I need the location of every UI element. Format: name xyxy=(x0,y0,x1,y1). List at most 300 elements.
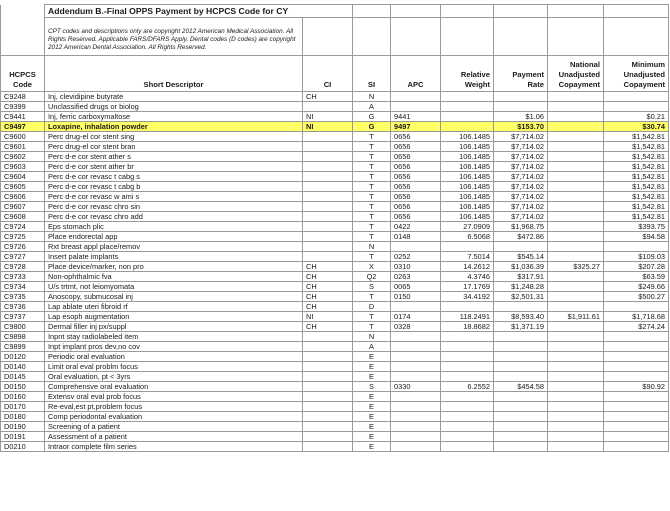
cell-short-descriptor[interactable]: Re-eval,est pt,problem focus xyxy=(45,402,303,412)
cell-payment-rate[interactable]: $1.06 xyxy=(494,112,548,122)
cell-apc[interactable]: 0252 xyxy=(391,252,441,262)
cell-hcpcs-code[interactable]: C9727 xyxy=(1,252,45,262)
cell-si[interactable]: G xyxy=(353,122,391,132)
cell-minimum-copayment[interactable]: $63.59 xyxy=(604,272,669,282)
cell-payment-rate[interactable]: $7,714.02 xyxy=(494,212,548,222)
cell-minimum-copayment[interactable]: $1,542.81 xyxy=(604,182,669,192)
cell-si[interactable]: S xyxy=(353,282,391,292)
cell-hcpcs-code[interactable]: C9898 xyxy=(1,332,45,342)
cell-short-descriptor[interactable]: Lap esoph augmentation xyxy=(45,312,303,322)
cell-ci[interactable] xyxy=(303,232,353,242)
cell-short-descriptor[interactable]: Anoscopy, submucosal inj xyxy=(45,292,303,302)
cell-national-copayment[interactable] xyxy=(548,212,604,222)
cell-hcpcs-code[interactable]: C9608 xyxy=(1,212,45,222)
cell-relative-weight[interactable] xyxy=(441,342,494,352)
cell-national-copayment[interactable] xyxy=(548,112,604,122)
cell-ci[interactable] xyxy=(303,372,353,382)
cell-si[interactable]: E xyxy=(353,442,391,452)
cell-payment-rate[interactable] xyxy=(494,242,548,252)
cell-hcpcs-code[interactable]: D0191 xyxy=(1,432,45,442)
cell-hcpcs-code[interactable]: C9248 xyxy=(1,92,45,102)
cell-apc[interactable]: 0422 xyxy=(391,222,441,232)
cell-ci[interactable] xyxy=(303,402,353,412)
cell-ci[interactable] xyxy=(303,182,353,192)
cell-apc[interactable] xyxy=(391,242,441,252)
cell-apc[interactable]: 0150 xyxy=(391,292,441,302)
empty-cell[interactable] xyxy=(604,18,669,56)
cell-ci[interactable] xyxy=(303,412,353,422)
empty-cell[interactable] xyxy=(548,5,604,18)
cell-short-descriptor[interactable]: Assessment of a patient xyxy=(45,432,303,442)
cell-short-descriptor[interactable]: Inj, clevidipine butyrate xyxy=(45,92,303,102)
cell-national-copayment[interactable] xyxy=(548,172,604,182)
cell-payment-rate[interactable] xyxy=(494,432,548,442)
cell-payment-rate[interactable]: $1,248.28 xyxy=(494,282,548,292)
cell-relative-weight[interactable] xyxy=(441,422,494,432)
cell-hcpcs-code[interactable]: D0190 xyxy=(1,422,45,432)
cell-short-descriptor[interactable]: Intraor complete film series xyxy=(45,442,303,452)
cell-si[interactable]: T xyxy=(353,252,391,262)
cell-payment-rate[interactable]: $7,714.02 xyxy=(494,162,548,172)
cell-minimum-copayment[interactable] xyxy=(604,362,669,372)
cell-hcpcs-code[interactable]: D0210 xyxy=(1,442,45,452)
cell-payment-rate[interactable] xyxy=(494,402,548,412)
cell-minimum-copayment[interactable]: $1,542.81 xyxy=(604,162,669,172)
empty-cell[interactable] xyxy=(494,18,548,56)
cell-minimum-copayment[interactable] xyxy=(604,442,669,452)
cell-si[interactable]: T xyxy=(353,292,391,302)
cell-ci[interactable] xyxy=(303,102,353,112)
cell-national-copayment[interactable]: $325.27 xyxy=(548,262,604,272)
cell-short-descriptor[interactable]: Perc d-e cor revasc w ami s xyxy=(45,192,303,202)
cell-relative-weight[interactable]: 27.0909 xyxy=(441,222,494,232)
cell-national-copayment[interactable] xyxy=(548,292,604,302)
cell-national-copayment[interactable] xyxy=(548,222,604,232)
cell-apc[interactable]: 0310 xyxy=(391,262,441,272)
cell-relative-weight[interactable] xyxy=(441,392,494,402)
cell-payment-rate[interactable] xyxy=(494,372,548,382)
cell-hcpcs-code[interactable]: C9899 xyxy=(1,342,45,352)
cell-si[interactable]: E xyxy=(353,372,391,382)
copyright-notice[interactable]: CPT codes and descriptions only are copyright 2012 American Medical Association. All Rights Reserved. Applicable FARS/DFARS Apply. Dental codes (D codes) are copyright 2012 American Dental Association. All Rights Reserved. xyxy=(45,18,303,56)
cell-minimum-copayment[interactable] xyxy=(604,432,669,442)
cell-relative-weight[interactable]: 17.1769 xyxy=(441,282,494,292)
cell-apc[interactable]: 0148 xyxy=(391,232,441,242)
header-payment-rate[interactable]: Payment Rate xyxy=(494,56,548,92)
cell-si[interactable]: E xyxy=(353,422,391,432)
cell-minimum-copayment[interactable]: $249.66 xyxy=(604,282,669,292)
empty-cell[interactable] xyxy=(353,18,391,56)
cell-national-copayment[interactable] xyxy=(548,342,604,352)
cell-apc[interactable] xyxy=(391,402,441,412)
cell-apc[interactable]: 0656 xyxy=(391,192,441,202)
cell-minimum-copayment[interactable]: $1,718.68 xyxy=(604,312,669,322)
cell-apc[interactable]: 0656 xyxy=(391,182,441,192)
cell-relative-weight[interactable]: 106.1485 xyxy=(441,142,494,152)
cell-minimum-copayment[interactable]: $1,542.81 xyxy=(604,132,669,142)
cell-ci[interactable]: CH xyxy=(303,322,353,332)
cell-short-descriptor[interactable]: Lap ablate uteri fibroid rf xyxy=(45,302,303,312)
cell-payment-rate[interactable] xyxy=(494,362,548,372)
cell-short-descriptor[interactable]: Periodic oral evaluation xyxy=(45,352,303,362)
cell-minimum-copayment[interactable]: $1,542.81 xyxy=(604,142,669,152)
cell-ci[interactable] xyxy=(303,382,353,392)
cell-national-copayment[interactable] xyxy=(548,372,604,382)
cell-payment-rate[interactable]: $8,593.40 xyxy=(494,312,548,322)
cell-minimum-copayment[interactable]: $0.21 xyxy=(604,112,669,122)
cell-ci[interactable] xyxy=(303,442,353,452)
cell-si[interactable]: E xyxy=(353,352,391,362)
cell-ci[interactable] xyxy=(303,192,353,202)
cell-ci[interactable]: NI xyxy=(303,122,353,132)
cell-payment-rate[interactable]: $472.86 xyxy=(494,232,548,242)
cell-national-copayment[interactable] xyxy=(548,232,604,242)
cell-hcpcs-code[interactable]: C9726 xyxy=(1,242,45,252)
empty-cell[interactable] xyxy=(441,5,494,18)
cell-national-copayment[interactable] xyxy=(548,302,604,312)
cell-relative-weight[interactable]: 6.5068 xyxy=(441,232,494,242)
empty-cell[interactable] xyxy=(604,5,669,18)
cell-relative-weight[interactable]: 34.4192 xyxy=(441,292,494,302)
cell-minimum-copayment[interactable]: $500.27 xyxy=(604,292,669,302)
cell-relative-weight[interactable] xyxy=(441,332,494,342)
cell-minimum-copayment[interactable] xyxy=(604,92,669,102)
cell-apc[interactable]: 0656 xyxy=(391,142,441,152)
cell-national-copayment[interactable] xyxy=(548,332,604,342)
cell-short-descriptor[interactable]: U/s trtmt, not leiomyomata xyxy=(45,282,303,292)
empty-cell[interactable] xyxy=(494,5,548,18)
corner-cell[interactable] xyxy=(1,18,45,56)
cell-apc[interactable] xyxy=(391,342,441,352)
cell-hcpcs-code[interactable]: D0170 xyxy=(1,402,45,412)
cell-relative-weight[interactable] xyxy=(441,302,494,312)
cell-apc[interactable]: 0656 xyxy=(391,202,441,212)
cell-si[interactable]: T xyxy=(353,212,391,222)
cell-national-copayment[interactable]: $1,911.61 xyxy=(548,312,604,322)
cell-si[interactable]: E xyxy=(353,402,391,412)
cell-si[interactable]: T xyxy=(353,142,391,152)
cell-ci[interactable] xyxy=(303,132,353,142)
cell-payment-rate[interactable] xyxy=(494,342,548,352)
cell-national-copayment[interactable] xyxy=(548,142,604,152)
cell-hcpcs-code[interactable]: C9737 xyxy=(1,312,45,322)
empty-cell[interactable] xyxy=(303,18,353,56)
cell-minimum-copayment[interactable] xyxy=(604,342,669,352)
cell-si[interactable]: N xyxy=(353,92,391,102)
corner-cell[interactable] xyxy=(1,5,45,18)
cell-national-copayment[interactable] xyxy=(548,392,604,402)
cell-short-descriptor[interactable]: Dermal filler inj px/suppl xyxy=(45,322,303,332)
cell-hcpcs-code[interactable]: C9399 xyxy=(1,102,45,112)
cell-minimum-copayment[interactable]: $274.24 xyxy=(604,322,669,332)
cell-short-descriptor[interactable]: Oral evaluation, pt < 3yrs xyxy=(45,372,303,382)
cell-relative-weight[interactable] xyxy=(441,242,494,252)
cell-short-descriptor[interactable]: Perc d-e cor stent ather s xyxy=(45,152,303,162)
cell-ci[interactable] xyxy=(303,152,353,162)
empty-cell[interactable] xyxy=(391,5,441,18)
cell-apc[interactable] xyxy=(391,332,441,342)
cell-relative-weight[interactable] xyxy=(441,112,494,122)
cell-national-copayment[interactable] xyxy=(548,152,604,162)
cell-short-descriptor[interactable]: Insert palate implants xyxy=(45,252,303,262)
cell-national-copayment[interactable] xyxy=(548,122,604,132)
cell-si[interactable]: Q2 xyxy=(353,272,391,282)
empty-cell[interactable] xyxy=(391,18,441,56)
cell-minimum-copayment[interactable] xyxy=(604,332,669,342)
cell-national-copayment[interactable] xyxy=(548,322,604,332)
cell-payment-rate[interactable]: $317.91 xyxy=(494,272,548,282)
cell-si[interactable]: N xyxy=(353,242,391,252)
cell-si[interactable]: E xyxy=(353,392,391,402)
cell-relative-weight[interactable]: 118.2491 xyxy=(441,312,494,322)
cell-hcpcs-code[interactable]: C9725 xyxy=(1,232,45,242)
cell-short-descriptor[interactable]: Perc d-e cor revasc t cabg b xyxy=(45,182,303,192)
cell-ci[interactable]: CH xyxy=(303,302,353,312)
cell-ci[interactable] xyxy=(303,242,353,252)
cell-payment-rate[interactable] xyxy=(494,332,548,342)
cell-payment-rate[interactable]: $7,714.02 xyxy=(494,132,548,142)
cell-national-copayment[interactable] xyxy=(548,282,604,292)
cell-minimum-copayment[interactable]: $207.28 xyxy=(604,262,669,272)
cell-hcpcs-code[interactable]: C9607 xyxy=(1,202,45,212)
cell-short-descriptor[interactable]: Perc d-e cor revasc t cabg s xyxy=(45,172,303,182)
cell-national-copayment[interactable] xyxy=(548,442,604,452)
cell-short-descriptor[interactable]: Unclassified drugs or biolog xyxy=(45,102,303,112)
cell-relative-weight[interactable] xyxy=(441,412,494,422)
cell-hcpcs-code[interactable]: C9733 xyxy=(1,272,45,282)
cell-payment-rate[interactable]: $1,371.19 xyxy=(494,322,548,332)
cell-ci[interactable]: NI xyxy=(303,112,353,122)
cell-hcpcs-code[interactable]: C9601 xyxy=(1,142,45,152)
cell-hcpcs-code[interactable]: D0160 xyxy=(1,392,45,402)
cell-si[interactable]: E xyxy=(353,412,391,422)
cell-hcpcs-code[interactable]: C9606 xyxy=(1,192,45,202)
cell-ci[interactable]: CH xyxy=(303,262,353,272)
cell-ci[interactable] xyxy=(303,162,353,172)
cell-relative-weight[interactable] xyxy=(441,122,494,132)
cell-payment-rate[interactable]: $7,714.02 xyxy=(494,182,548,192)
cell-minimum-copayment[interactable]: $90.92 xyxy=(604,382,669,392)
cell-apc[interactable]: 0656 xyxy=(391,152,441,162)
cell-payment-rate[interactable] xyxy=(494,412,548,422)
cell-payment-rate[interactable]: $1,036.39 xyxy=(494,262,548,272)
cell-ci[interactable] xyxy=(303,202,353,212)
cell-national-copayment[interactable] xyxy=(548,352,604,362)
cell-short-descriptor[interactable]: Place endorectal app xyxy=(45,232,303,242)
cell-relative-weight[interactable]: 106.1485 xyxy=(441,202,494,212)
cell-hcpcs-code[interactable]: D0180 xyxy=(1,412,45,422)
cell-short-descriptor[interactable]: Limit oral eval problm focus xyxy=(45,362,303,372)
cell-national-copayment[interactable] xyxy=(548,92,604,102)
cell-minimum-copayment[interactable]: $1,542.81 xyxy=(604,202,669,212)
cell-apc[interactable]: 0174 xyxy=(391,312,441,322)
cell-relative-weight[interactable] xyxy=(441,362,494,372)
cell-national-copayment[interactable] xyxy=(548,252,604,262)
cell-si[interactable]: T xyxy=(353,192,391,202)
cell-relative-weight[interactable]: 106.1485 xyxy=(441,182,494,192)
cell-apc[interactable]: 9441 xyxy=(391,112,441,122)
cell-ci[interactable] xyxy=(303,422,353,432)
cell-payment-rate[interactable]: $454.58 xyxy=(494,382,548,392)
cell-relative-weight[interactable] xyxy=(441,372,494,382)
cell-si[interactable]: A xyxy=(353,342,391,352)
cell-national-copayment[interactable] xyxy=(548,192,604,202)
cell-relative-weight[interactable]: 106.1485 xyxy=(441,132,494,142)
cell-payment-rate[interactable]: $7,714.02 xyxy=(494,192,548,202)
cell-si[interactable]: T xyxy=(353,232,391,242)
cell-short-descriptor[interactable]: Rxt breast appl place/remov xyxy=(45,242,303,252)
cell-relative-weight[interactable] xyxy=(441,442,494,452)
header-short-descriptor[interactable]: Short Descriptor xyxy=(45,56,303,92)
cell-apc[interactable] xyxy=(391,422,441,432)
cell-payment-rate[interactable] xyxy=(494,92,548,102)
cell-relative-weight[interactable] xyxy=(441,352,494,362)
cell-hcpcs-code[interactable]: C9604 xyxy=(1,172,45,182)
cell-national-copayment[interactable] xyxy=(548,272,604,282)
cell-apc[interactable] xyxy=(391,432,441,442)
cell-national-copayment[interactable] xyxy=(548,182,604,192)
cell-short-descriptor[interactable]: Loxapine, inhalation powder xyxy=(45,122,303,132)
cell-hcpcs-code[interactable]: D0140 xyxy=(1,362,45,372)
cell-hcpcs-code[interactable]: D0145 xyxy=(1,372,45,382)
cell-si[interactable]: T xyxy=(353,202,391,212)
cell-hcpcs-code[interactable]: C9602 xyxy=(1,152,45,162)
cell-minimum-copayment[interactable]: $1,542.81 xyxy=(604,152,669,162)
cell-relative-weight[interactable]: 106.1485 xyxy=(441,152,494,162)
cell-hcpcs-code[interactable]: D0150 xyxy=(1,382,45,392)
cell-short-descriptor[interactable]: Non-ophthalmic fva xyxy=(45,272,303,282)
cell-relative-weight[interactable] xyxy=(441,92,494,102)
cell-si[interactable]: X xyxy=(353,262,391,272)
page-title[interactable]: Addendum B.-Final OPPS Payment by HCPCS Code for CY xyxy=(45,5,353,18)
header-national-copayment[interactable]: National Unadjusted Copayment xyxy=(548,56,604,92)
cell-si[interactable]: T xyxy=(353,132,391,142)
cell-short-descriptor[interactable]: Perc d-e cor stent ather br xyxy=(45,162,303,172)
cell-ci[interactable] xyxy=(303,392,353,402)
cell-apc[interactable] xyxy=(391,302,441,312)
empty-cell[interactable] xyxy=(548,18,604,56)
cell-ci[interactable]: CH xyxy=(303,292,353,302)
cell-payment-rate[interactable]: $2,501.31 xyxy=(494,292,548,302)
cell-hcpcs-code[interactable]: C9736 xyxy=(1,302,45,312)
cell-minimum-copayment[interactable]: $30.74 xyxy=(604,122,669,132)
cell-relative-weight[interactable] xyxy=(441,402,494,412)
cell-ci[interactable]: NI xyxy=(303,312,353,322)
cell-payment-rate[interactable] xyxy=(494,392,548,402)
cell-minimum-copayment[interactable] xyxy=(604,372,669,382)
cell-minimum-copayment[interactable]: $393.75 xyxy=(604,222,669,232)
cell-apc[interactable]: 9497 xyxy=(391,122,441,132)
cell-apc[interactable] xyxy=(391,372,441,382)
cell-national-copayment[interactable] xyxy=(548,402,604,412)
cell-minimum-copayment[interactable]: $94.58 xyxy=(604,232,669,242)
cell-relative-weight[interactable]: 106.1485 xyxy=(441,192,494,202)
cell-national-copayment[interactable] xyxy=(548,422,604,432)
cell-si[interactable]: T xyxy=(353,322,391,332)
cell-hcpcs-code[interactable]: C9734 xyxy=(1,282,45,292)
cell-si[interactable]: A xyxy=(353,102,391,112)
empty-cell[interactable] xyxy=(441,18,494,56)
cell-national-copayment[interactable] xyxy=(548,432,604,442)
cell-payment-rate[interactable] xyxy=(494,422,548,432)
cell-ci[interactable]: CH xyxy=(303,92,353,102)
cell-si[interactable]: E xyxy=(353,432,391,442)
cell-apc[interactable]: 0065 xyxy=(391,282,441,292)
cell-short-descriptor[interactable]: Perc drug-el cor stent sing xyxy=(45,132,303,142)
header-si[interactable]: SI xyxy=(353,56,391,92)
cell-apc[interactable]: 0656 xyxy=(391,132,441,142)
cell-relative-weight[interactable]: 18.8682 xyxy=(441,322,494,332)
cell-payment-rate[interactable] xyxy=(494,352,548,362)
cell-minimum-copayment[interactable] xyxy=(604,302,669,312)
cell-ci[interactable] xyxy=(303,342,353,352)
cell-national-copayment[interactable] xyxy=(548,102,604,112)
cell-payment-rate[interactable]: $7,714.02 xyxy=(494,142,548,152)
cell-short-descriptor[interactable]: Place device/marker, non pro xyxy=(45,262,303,272)
cell-si[interactable]: T xyxy=(353,162,391,172)
cell-minimum-copayment[interactable] xyxy=(604,402,669,412)
cell-relative-weight[interactable]: 4.3746 xyxy=(441,272,494,282)
cell-payment-rate[interactable]: $545.14 xyxy=(494,252,548,262)
cell-si[interactable]: T xyxy=(353,152,391,162)
cell-payment-rate[interactable]: $153.70 xyxy=(494,122,548,132)
cell-national-copayment[interactable] xyxy=(548,132,604,142)
cell-hcpcs-code[interactable]: D0120 xyxy=(1,352,45,362)
cell-national-copayment[interactable] xyxy=(548,242,604,252)
cell-ci[interactable] xyxy=(303,142,353,152)
cell-payment-rate[interactable]: $1,968.75 xyxy=(494,222,548,232)
cell-short-descriptor[interactable]: Eps stomach plic xyxy=(45,222,303,232)
cell-minimum-copayment[interactable] xyxy=(604,412,669,422)
cell-relative-weight[interactable]: 106.1485 xyxy=(441,172,494,182)
cell-hcpcs-code[interactable]: C9735 xyxy=(1,292,45,302)
cell-short-descriptor[interactable]: Perc d-e cor revasc chro add xyxy=(45,212,303,222)
cell-relative-weight[interactable]: 6.2552 xyxy=(441,382,494,392)
cell-short-descriptor[interactable]: Extensv oral eval prob focus xyxy=(45,392,303,402)
cell-si[interactable]: T xyxy=(353,222,391,232)
cell-payment-rate[interactable] xyxy=(494,102,548,112)
cell-short-descriptor[interactable]: Inj, ferric carboxymaltose xyxy=(45,112,303,122)
cell-relative-weight[interactable] xyxy=(441,432,494,442)
cell-payment-rate[interactable]: $7,714.02 xyxy=(494,202,548,212)
cell-minimum-copayment[interactable]: $1,542.81 xyxy=(604,212,669,222)
cell-short-descriptor[interactable]: Comp periodontal evaluation xyxy=(45,412,303,422)
cell-ci[interactable] xyxy=(303,252,353,262)
cell-national-copayment[interactable] xyxy=(548,382,604,392)
cell-si[interactable]: N xyxy=(353,332,391,342)
cell-relative-weight[interactable]: 106.1485 xyxy=(441,162,494,172)
cell-apc[interactable]: 0656 xyxy=(391,172,441,182)
cell-si[interactable]: E xyxy=(353,362,391,372)
cell-apc[interactable]: 0328 xyxy=(391,322,441,332)
cell-apc[interactable]: 0330 xyxy=(391,382,441,392)
cell-minimum-copayment[interactable]: $109.03 xyxy=(604,252,669,262)
cell-relative-weight[interactable]: 106.1485 xyxy=(441,212,494,222)
cell-apc[interactable]: 0263 xyxy=(391,272,441,282)
header-relative-weight[interactable]: Relative Weight xyxy=(441,56,494,92)
cell-apc[interactable] xyxy=(391,102,441,112)
cell-si[interactable]: D xyxy=(353,302,391,312)
cell-minimum-copayment[interactable]: $1,542.81 xyxy=(604,192,669,202)
cell-apc[interactable] xyxy=(391,392,441,402)
header-apc[interactable]: APC xyxy=(391,56,441,92)
cell-hcpcs-code[interactable]: C9497 xyxy=(1,122,45,132)
cell-hcpcs-code[interactable]: C9441 xyxy=(1,112,45,122)
cell-ci[interactable] xyxy=(303,212,353,222)
cell-hcpcs-code[interactable]: C9800 xyxy=(1,322,45,332)
cell-si[interactable]: T xyxy=(353,312,391,322)
header-ci[interactable]: CI xyxy=(303,56,353,92)
